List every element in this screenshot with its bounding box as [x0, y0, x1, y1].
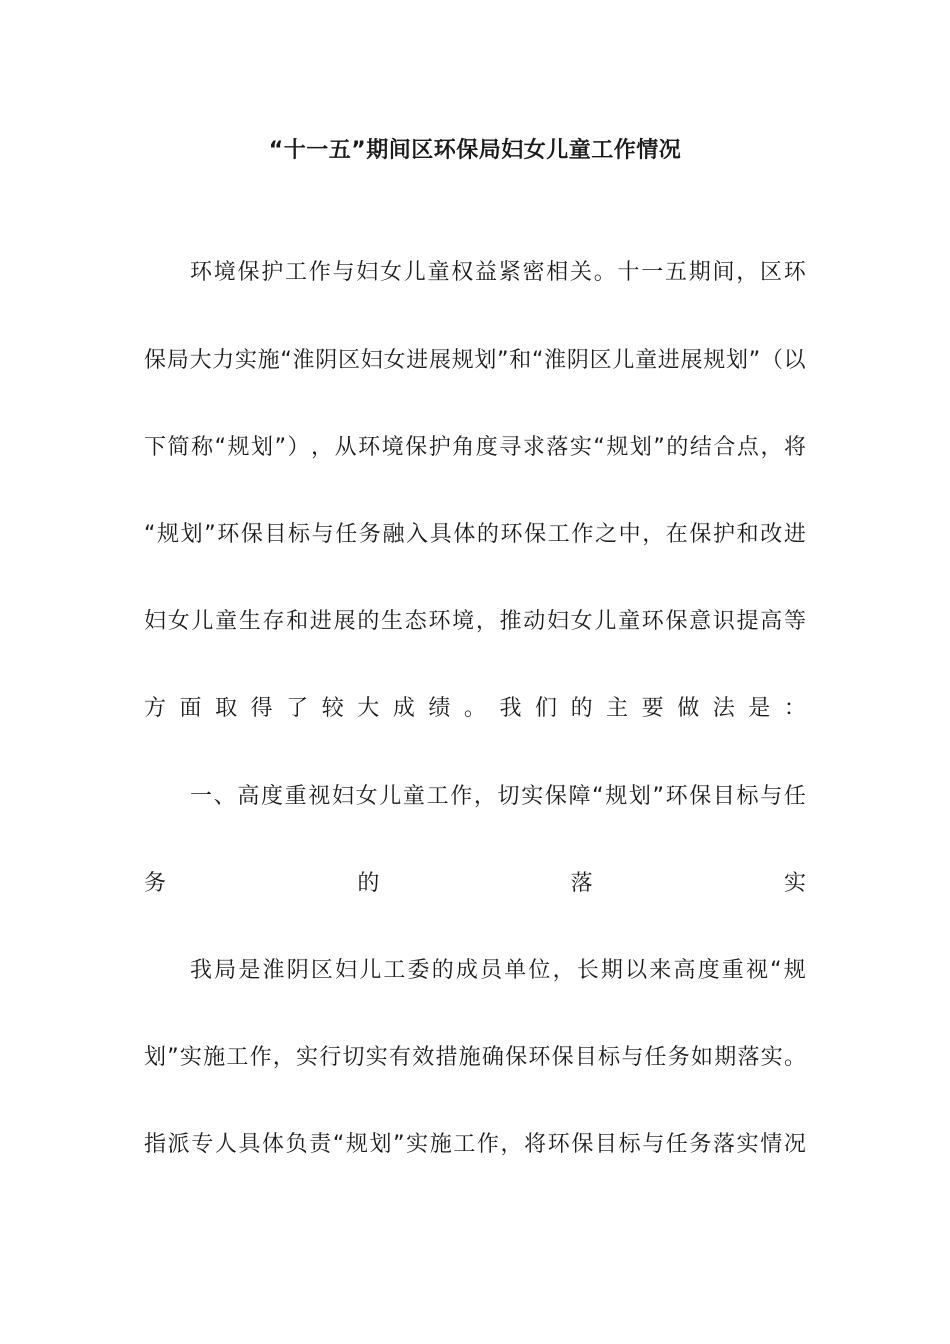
character: 视	[745, 958, 768, 983]
character: 儿	[191, 609, 214, 634]
character: 的	[357, 609, 380, 634]
character: 单	[504, 958, 527, 983]
character: 妇	[331, 784, 354, 809]
character: 实	[569, 435, 592, 460]
character: “	[592, 784, 604, 809]
character: 之	[594, 522, 617, 547]
character: 落	[570, 871, 593, 896]
character: 有	[388, 1045, 411, 1070]
character: 目	[264, 522, 287, 547]
character: 做	[677, 696, 700, 721]
character: 高	[760, 609, 783, 634]
character: 标	[618, 1132, 641, 1157]
character: 提	[736, 609, 759, 634]
character: 环	[528, 1045, 551, 1070]
character: 环	[641, 609, 664, 634]
character: 实	[179, 1045, 202, 1070]
character: 进	[309, 609, 332, 634]
character: “	[144, 522, 156, 547]
character: 妇	[144, 609, 167, 634]
character: 与	[311, 522, 334, 547]
character: 紧	[498, 260, 521, 285]
character: 童	[427, 260, 450, 285]
character: 寻	[499, 435, 522, 460]
character: 我	[190, 958, 213, 983]
character: 妇	[356, 260, 379, 285]
character: 环	[500, 522, 523, 547]
character: ，	[311, 435, 334, 460]
character: 保	[689, 522, 712, 547]
character: 儿	[594, 609, 617, 634]
character: 保	[524, 522, 547, 547]
character: 以	[783, 348, 806, 373]
character: 体	[262, 1132, 285, 1157]
character: 局	[214, 958, 237, 983]
character: 关	[570, 260, 593, 285]
character: 期	[688, 260, 711, 285]
character: 、	[213, 784, 236, 809]
character: 员	[480, 958, 503, 983]
character: 点	[736, 435, 759, 460]
character: ”	[204, 522, 216, 547]
character: 的	[666, 435, 689, 460]
character: 求	[522, 435, 545, 460]
spaced-line	[144, 692, 806, 726]
character: 局	[166, 348, 189, 373]
character: 生	[381, 609, 404, 634]
character: 女	[383, 348, 406, 373]
character: 阴	[286, 958, 309, 983]
character: 区	[589, 348, 612, 373]
character: 作	[476, 1132, 499, 1157]
character: 展	[680, 348, 703, 373]
paragraph-line	[144, 256, 806, 290]
character: 度	[475, 435, 498, 460]
character: 位	[528, 958, 551, 983]
character: 长	[576, 958, 599, 983]
character: 确	[481, 1045, 504, 1070]
character: 划	[628, 784, 651, 809]
character: “	[332, 1132, 345, 1157]
character: ”	[167, 1045, 179, 1070]
character: 施	[458, 1045, 481, 1070]
character: 是	[238, 958, 261, 983]
character: 措	[435, 1045, 458, 1070]
character: 相	[546, 260, 569, 285]
character: 保	[405, 435, 428, 460]
character: 方	[144, 696, 167, 721]
character: 在	[665, 522, 688, 547]
character: 保	[144, 348, 167, 373]
character: 视	[308, 784, 331, 809]
character: 况	[783, 1132, 806, 1157]
character: 女	[380, 260, 403, 285]
character: 行	[319, 1045, 342, 1070]
character: 益	[475, 260, 498, 285]
paragraph-line	[144, 431, 806, 465]
character: 阴	[566, 348, 589, 373]
character: ：	[783, 696, 806, 721]
character: 合	[713, 435, 736, 460]
character: 童	[402, 784, 425, 809]
character: 作	[249, 1045, 272, 1070]
character: 十	[617, 260, 640, 285]
character: 和	[736, 522, 759, 547]
character: 划	[629, 435, 652, 460]
character: 保	[689, 784, 712, 809]
character: 淮	[262, 958, 285, 983]
character: 面	[179, 696, 202, 721]
character: 淮	[544, 348, 567, 373]
character: （	[760, 348, 783, 373]
character: “	[532, 348, 544, 373]
character: 工	[426, 784, 449, 809]
character: 具	[429, 522, 452, 547]
character: 实	[783, 871, 806, 896]
character: 派	[167, 1132, 190, 1157]
character: 委	[407, 958, 430, 983]
character: 阴	[315, 348, 338, 373]
character: 展	[333, 609, 356, 634]
character: 儿	[359, 958, 382, 983]
character: 中	[618, 522, 641, 547]
character: 施	[429, 1132, 452, 1157]
character: 任	[783, 784, 806, 809]
character: 女	[570, 609, 593, 634]
character: 将	[524, 1132, 547, 1157]
character: 较	[321, 696, 344, 721]
character: ，	[760, 435, 783, 460]
character: 目	[712, 784, 735, 809]
character: 环	[217, 522, 240, 547]
character: 妇	[360, 348, 383, 373]
spaced-line	[144, 867, 806, 901]
character: 与	[332, 260, 355, 285]
character: ，	[473, 784, 496, 809]
character: 童	[635, 348, 658, 373]
character: 改	[760, 522, 783, 547]
character: 动	[523, 609, 546, 634]
character: 童	[215, 609, 238, 634]
character: 权	[451, 260, 474, 285]
character: 规	[605, 784, 628, 809]
character: 保	[237, 260, 260, 285]
character: 切	[342, 1045, 365, 1070]
character: 落	[546, 435, 569, 460]
character: 以	[625, 958, 648, 983]
character: 任	[665, 1132, 688, 1157]
character: 大	[189, 348, 212, 373]
character: 是	[748, 696, 771, 721]
character: 境	[381, 435, 404, 460]
character: 施	[257, 348, 280, 373]
paragraph-line	[144, 344, 806, 378]
character: 规	[227, 435, 250, 460]
character: 我	[499, 696, 522, 721]
character: 规	[703, 348, 726, 373]
character: 儿	[379, 784, 402, 809]
character: 要	[641, 696, 664, 721]
character: 度	[697, 958, 720, 983]
character: 保	[665, 609, 688, 634]
character: 境	[452, 609, 475, 634]
character: 作	[308, 260, 331, 285]
character: 绩	[428, 696, 451, 721]
character: 施	[203, 1045, 226, 1070]
character: 从	[334, 435, 357, 460]
character: 与	[621, 1045, 644, 1070]
character: 成	[455, 958, 478, 983]
character: 划	[369, 1132, 392, 1157]
character: 划	[474, 348, 497, 373]
character: 重	[721, 958, 744, 983]
paragraph-line	[144, 1128, 806, 1162]
character: 实	[736, 1132, 759, 1157]
character: 环	[428, 609, 451, 634]
character: 工	[383, 958, 406, 983]
character: 推	[499, 609, 522, 634]
character: 角	[452, 435, 475, 460]
character: 。	[463, 696, 486, 721]
character: 责	[309, 1132, 332, 1157]
character: ，	[500, 1132, 523, 1157]
character: 进	[783, 522, 806, 547]
character: ”	[652, 784, 664, 809]
character: 态	[404, 609, 427, 634]
paragraph-line	[144, 954, 806, 988]
character: 工	[453, 1132, 476, 1157]
character: 务	[144, 871, 167, 896]
character: 环	[547, 1132, 570, 1157]
character: 标	[598, 1045, 621, 1070]
character: 高	[237, 784, 260, 809]
character: 女	[167, 609, 190, 634]
character: 作	[450, 784, 473, 809]
character: 淮	[292, 348, 315, 373]
character: 划	[726, 348, 749, 373]
character: 得	[250, 696, 273, 721]
character: 妇	[335, 958, 358, 983]
character: 落	[737, 1045, 760, 1070]
character: 实	[406, 1132, 429, 1157]
character: 。	[783, 1045, 806, 1070]
character: 保	[505, 1045, 528, 1070]
character: 规	[157, 522, 180, 547]
character: 实	[296, 1045, 319, 1070]
character: 实	[760, 1045, 783, 1070]
character: 期	[714, 1045, 737, 1070]
paragraph-line	[144, 518, 806, 552]
character: 如	[691, 1045, 714, 1070]
character: 切	[497, 784, 520, 809]
character: 境	[213, 260, 236, 285]
character: 识	[712, 609, 735, 634]
character: 务	[667, 1045, 690, 1070]
character: 工	[547, 522, 570, 547]
character: 保	[571, 1132, 594, 1157]
character: 目	[574, 1045, 597, 1070]
character: 与	[760, 784, 783, 809]
character: 存	[262, 609, 285, 634]
character: “	[214, 435, 226, 460]
character: ，	[475, 609, 498, 634]
character: 任	[335, 522, 358, 547]
character: ）	[287, 435, 310, 460]
character: 称	[191, 435, 214, 460]
character: 高	[673, 958, 696, 983]
character: 的	[570, 696, 593, 721]
character: ，	[642, 522, 665, 547]
character: 和	[509, 348, 532, 373]
character: 情	[760, 1132, 783, 1157]
character: 专	[191, 1132, 214, 1157]
character: 五	[665, 260, 688, 285]
character: 密	[522, 260, 545, 285]
character: 务	[358, 522, 381, 547]
character: 区	[310, 958, 333, 983]
character: 法	[712, 696, 735, 721]
character: 标	[288, 522, 311, 547]
character: 们	[535, 696, 558, 721]
character: 童	[618, 609, 641, 634]
character: 指	[144, 1132, 167, 1157]
character: 了	[286, 696, 309, 721]
paragraph-line	[144, 605, 806, 639]
character: ，	[736, 260, 759, 285]
character: 效	[412, 1045, 435, 1070]
character: 与	[642, 1132, 665, 1157]
character: 规	[345, 1132, 368, 1157]
character: 下	[144, 435, 167, 460]
character: 任	[644, 1045, 667, 1070]
character: “	[280, 348, 292, 373]
character: 保	[240, 522, 263, 547]
character: 保	[544, 784, 567, 809]
character: “	[593, 435, 605, 460]
character: 实	[234, 348, 257, 373]
character: 实	[521, 784, 544, 809]
character: 融	[382, 522, 405, 547]
character: 一	[641, 260, 664, 285]
character: 。	[593, 260, 616, 285]
character: 具	[238, 1132, 261, 1157]
character: 大	[357, 696, 380, 721]
character: 重	[284, 784, 307, 809]
character: 务	[689, 1132, 712, 1157]
character: 入	[406, 522, 429, 547]
character: 儿	[403, 260, 426, 285]
character: 落	[713, 1132, 736, 1157]
character: 女	[355, 784, 378, 809]
character: 规	[606, 435, 629, 460]
character: 结	[689, 435, 712, 460]
character: ”	[653, 435, 665, 460]
character: ”	[274, 435, 286, 460]
character: 区	[760, 260, 783, 285]
character: 工	[226, 1045, 249, 1070]
character: 的	[357, 871, 380, 896]
character: 划	[251, 435, 274, 460]
character: 环	[190, 260, 213, 285]
character: 将	[783, 435, 806, 460]
character: 简	[167, 435, 190, 460]
character: 划	[180, 522, 203, 547]
character: 期	[600, 958, 623, 983]
character: 间	[712, 260, 735, 285]
paragraph-line	[144, 1041, 806, 1075]
character: 妇	[546, 609, 569, 634]
character: ”	[748, 348, 761, 373]
character: ”	[497, 348, 509, 373]
section-heading-line	[144, 780, 806, 814]
character: 的	[476, 522, 499, 547]
character: 作	[571, 522, 594, 547]
character: 一	[190, 784, 213, 809]
character: 护	[261, 260, 284, 285]
character: 环	[783, 260, 806, 285]
character: 和	[286, 609, 309, 634]
character: “	[770, 958, 782, 983]
character: 取	[215, 696, 238, 721]
character: 主	[606, 696, 629, 721]
character: 护	[428, 435, 451, 460]
character: 人	[214, 1132, 237, 1157]
character: 来	[649, 958, 672, 983]
character: 护	[713, 522, 736, 547]
character: 标	[736, 784, 759, 809]
character: 进	[657, 348, 680, 373]
character: 生	[238, 609, 261, 634]
character: 儿	[612, 348, 635, 373]
character: 规	[783, 958, 806, 983]
character: 成	[392, 696, 415, 721]
character: 展	[428, 348, 451, 373]
character: 进	[406, 348, 429, 373]
character: ，	[272, 1045, 295, 1070]
character: 区	[338, 348, 361, 373]
character: 负	[285, 1132, 308, 1157]
character: 环	[665, 784, 688, 809]
character: 实	[365, 1045, 388, 1070]
character: 度	[260, 784, 283, 809]
character: 的	[431, 958, 454, 983]
character: 划	[144, 1045, 167, 1070]
character: ”	[393, 1132, 405, 1157]
character: 保	[551, 1045, 574, 1070]
character: 意	[689, 609, 712, 634]
character: 规	[451, 348, 474, 373]
character: 体	[453, 522, 476, 547]
document-title: “十一五”期间区环保局妇女儿童工作情况	[268, 138, 682, 163]
character: 工	[285, 260, 308, 285]
character: 等	[783, 609, 806, 634]
character: 环	[358, 435, 381, 460]
character: ，	[552, 958, 575, 983]
character: 目	[594, 1132, 617, 1157]
character: 力	[212, 348, 235, 373]
character: 障	[568, 784, 591, 809]
